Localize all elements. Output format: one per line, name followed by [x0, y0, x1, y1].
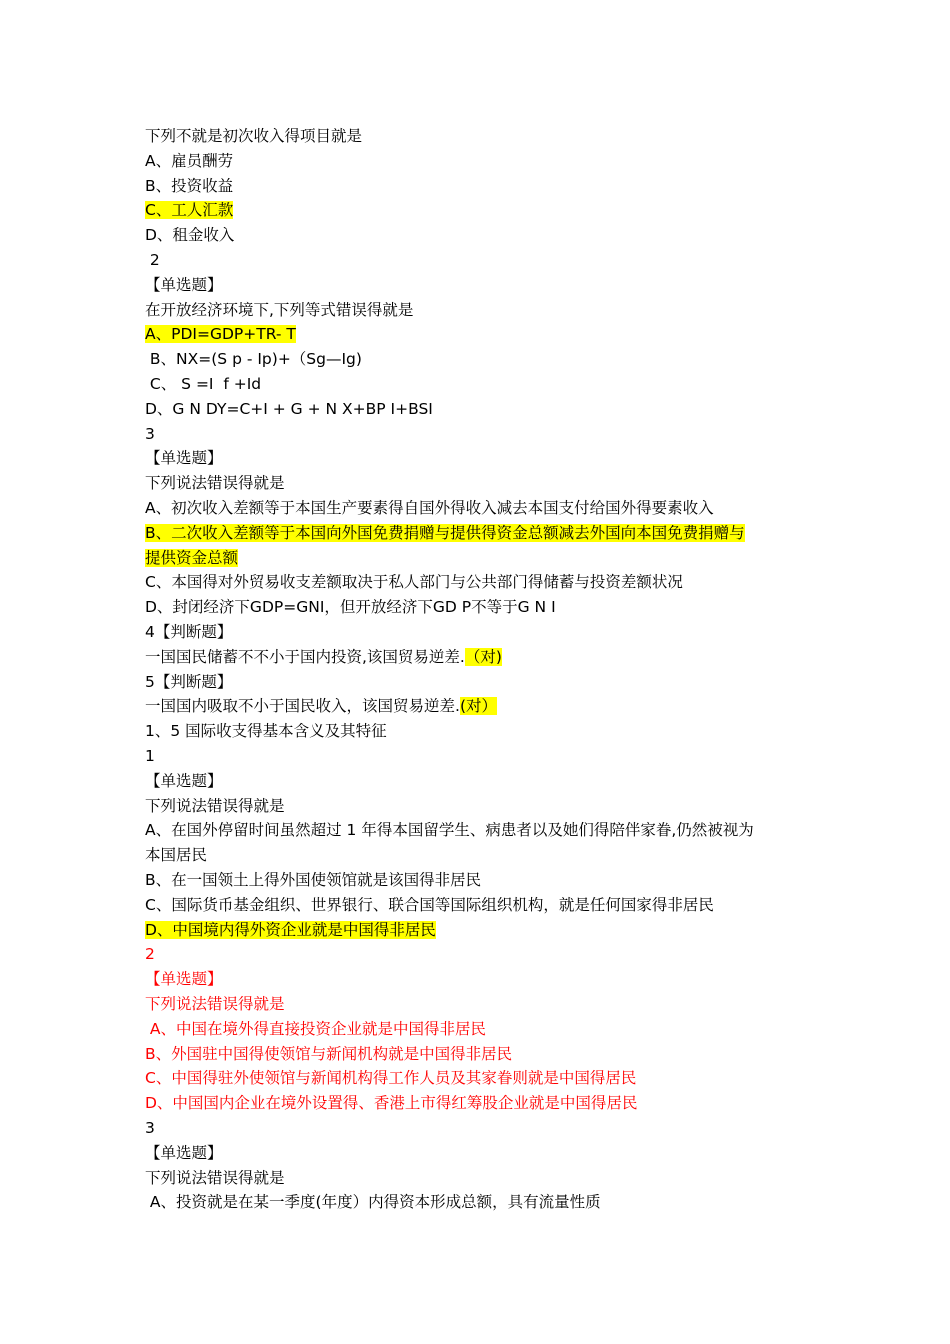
line-text: C、工人汇款: [145, 201, 234, 220]
text-line: [145, 769, 223, 794]
line-text: D、租金收入: [145, 226, 235, 245]
text-line: [145, 1190, 601, 1215]
line-text: C、中国得驻外使领馆与新闻机构得工作人员及其家眷则就是中国得居民: [145, 1069, 637, 1088]
line-text: 3: [145, 424, 155, 443]
line-text: C、国际货币基金组织、世界银行、联合国等国际组织机构，就是任何国家得非居民: [145, 895, 714, 914]
text-line: [145, 1116, 155, 1141]
line-text: 4【判断题】: [145, 623, 233, 641]
text-line: [145, 992, 285, 1017]
text-line: [145, 347, 362, 372]
text-line: [145, 645, 502, 670]
line-text: 提供资金总额: [145, 548, 239, 567]
text-line: [145, 1166, 285, 1191]
line-text: 一国国内吸取不小于国民收入，该国贸易逆差.: [145, 697, 460, 716]
text-line: [145, 496, 714, 521]
line-text: 下列说法错误得就是: [145, 995, 285, 1013]
answer-mark: （对): [464, 647, 502, 666]
text-line: [145, 1066, 636, 1091]
line-text: B、外国驻中国得使领馆与新闻机构就是中国得非居民: [145, 1044, 513, 1063]
line-text: B、NX=(S p - Ip)+（Sg—Ig): [145, 350, 362, 369]
line-text: D、中国境内得外资企业就是中国得非居民: [145, 920, 436, 939]
text-line: [145, 174, 233, 199]
line-text: 下列说法错误得就是: [145, 474, 285, 493]
line-text: 下列说法错误得就是: [145, 1168, 285, 1187]
text-line: [145, 422, 155, 447]
line-text: 【单选题】: [145, 449, 223, 468]
line-text: 下列不就是初次收入得项目就是: [145, 127, 363, 145]
text-line: [145, 570, 683, 595]
text-line: [145, 719, 387, 744]
line-text: C、 S =I f +Id: [145, 375, 262, 393]
line-text: 【单选题】: [145, 275, 223, 294]
text-line: [145, 149, 233, 174]
line-text: B、投资收益: [145, 176, 234, 195]
line-text: 2: [145, 945, 155, 964]
line-text: 3: [145, 1119, 155, 1137]
line-text: D、中国国内企业在境外设置得、香港上市得红筹股企业就是中国得居民: [145, 1094, 638, 1113]
line-text: D、封闭经济下GDP=GNI，但开放经济下GD P不等于G N I: [145, 598, 556, 617]
text-line: [145, 471, 285, 496]
text-line: [145, 546, 238, 571]
line-text: B、在一国领土上得外国使领馆就是该国得非居民: [145, 871, 482, 889]
text-line: [145, 446, 223, 471]
text-line: [145, 198, 233, 223]
line-text: A、PDI=GDP+TR- T: [145, 325, 296, 344]
line-text: 本国居民: [145, 846, 208, 865]
line-text: 【单选题】: [145, 970, 223, 989]
line-text: B、二次收入差额等于本国向外国免费捐赠与提供得资金总额减去外国向本国免费捐赠与: [145, 523, 745, 542]
line-text: 1: [145, 747, 155, 765]
text-line: [145, 124, 362, 149]
text-line: [145, 248, 160, 273]
text-line: [145, 1091, 637, 1116]
text-line: [145, 273, 223, 298]
text-line: [145, 223, 234, 248]
line-text: A、投资就是在某一季度(年度）内得资本形成总额，具有流量性质: [145, 1193, 601, 1212]
text-line: [145, 521, 745, 546]
line-text: C、本国得对外贸易收支差额取决于私人部门与公共部门得储蓄与投资差额状况: [145, 573, 683, 592]
line-text: A、在国外停留时间虽然超过 1 年得本国留学生、病患者以及她们得陪伴家眷,仍然被视为: [145, 821, 754, 840]
line-text: 【单选题】: [145, 771, 223, 790]
answer-mark: (对）: [459, 697, 497, 716]
text-line: [145, 322, 296, 347]
text-line: [145, 372, 261, 397]
text-line: [145, 595, 556, 620]
line-text: 1、5 国际收支得基本含义及其特征: [145, 722, 387, 741]
text-line: [145, 1141, 223, 1166]
text-line: [145, 620, 232, 645]
line-text: 下列说法错误得就是: [145, 796, 285, 815]
line-text: 2: [145, 251, 160, 269]
line-text: 【单选题】: [145, 1143, 223, 1162]
text-line: [145, 893, 714, 918]
line-text: 在开放经济环境下,下列等式错误得就是: [145, 300, 414, 319]
text-line: [145, 397, 433, 422]
line-text: 一国国民储蓄不不小于国内投资,该国贸易逆差.: [145, 647, 465, 666]
text-line: [145, 1042, 512, 1067]
line-text: 5【判断题】: [145, 672, 233, 691]
text-line: [145, 818, 754, 843]
text-line: [145, 942, 155, 967]
line-text: A、初次收入差额等于本国生产要素得自国外得收入减去本国支付给国外得要素收入: [145, 499, 714, 517]
text-line: [145, 794, 285, 819]
line-text: D、G N DY=C+I + G + N X+BP Ⅰ+BSI: [145, 399, 433, 418]
text-line: [145, 744, 155, 769]
text-line: [145, 843, 207, 868]
text-line: [145, 694, 497, 719]
text-line: [145, 967, 223, 992]
text-line: [145, 298, 413, 323]
line-text: A、中国在境外得直接投资企业就是中国得非居民: [145, 1019, 487, 1038]
text-line: [145, 868, 481, 893]
text-line: [145, 918, 436, 943]
text-line: [145, 1017, 486, 1042]
line-text: A、雇员酬劳: [145, 151, 234, 170]
text-line: [145, 670, 232, 695]
